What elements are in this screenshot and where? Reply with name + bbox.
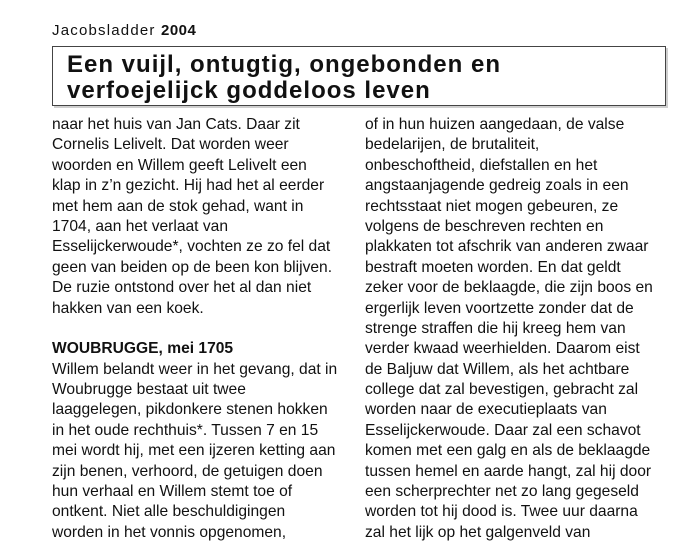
text-line: 1704, aan het verlaat van	[52, 217, 228, 235]
paragraph-1	[52, 115, 352, 319]
text-line: hakken van een koek.	[52, 299, 204, 317]
text-line: hun verhaal en Willem stemt toe of	[52, 483, 293, 501]
text-line: woorden en Willem geeft Lelivelt een	[52, 156, 307, 174]
text-line: bestraft moeten worden. En dat geldt	[365, 258, 621, 276]
text-line: komen met een galg en als de beklaagde	[365, 442, 651, 460]
text-line: klap in z’n gezicht. Hij had het al eerder	[52, 177, 325, 195]
paragraph-2	[52, 360, 352, 543]
text-line: rechtsstaat niet mogen gebeuren, ze	[365, 197, 619, 215]
text-line: worden tot hij dood is. Twee uur daarna	[365, 503, 638, 521]
text-line: onbeschoftheid, diefstallen en het	[365, 156, 598, 174]
text-line: strenge straffen die hij kreeg hem van	[365, 319, 626, 337]
text-line: laaggelegen, pikdonkere stenen hokken	[52, 401, 328, 419]
text-line: volgens de beschreven rechten en	[365, 217, 604, 235]
article-title-box	[52, 46, 666, 106]
paragraph-spacer	[52, 319, 352, 339]
text-line: mei wordt hij, met een ijzeren ketting aan	[52, 442, 336, 460]
text-line: de Baljuw dat Willem, als het achtbare	[365, 360, 630, 378]
text-line: bedelarijen, de brutaliteit,	[365, 136, 540, 154]
text-line: angstaanjagende gedreig zoals in een	[365, 177, 629, 195]
text-line: verder kwaad weerhielden. Daarom eist	[365, 340, 640, 358]
publication-name: Jacobsladder	[52, 22, 156, 39]
text-line: in het oude rechthuis*. Tussen 7 en 15	[52, 421, 319, 439]
text-line: of in hun huizen aangedaan, de valse	[365, 116, 625, 133]
publication-year: 2004	[161, 22, 197, 39]
text-line: Esselijckerwoude*, vochten ze zo fel dat	[52, 238, 331, 256]
section-subheading: WOUBRUGGE, mei 1705	[52, 340, 234, 358]
text-line: college dat zal bevestigen, gebracht zal	[365, 381, 639, 399]
text-line: tussen hemel en aarde hangt, zal hij door	[365, 462, 652, 480]
text-line: plakkaten tot afschrik van anderen zwaar	[365, 238, 649, 256]
left-text-column	[52, 115, 352, 543]
right-text-column	[365, 115, 687, 543]
text-line: Cornelis Lelivelt. Dat worden weer	[52, 136, 289, 154]
text-line: Woubrugge bestaat uit twee	[52, 381, 246, 399]
text-line: zal het lijk op het galgenveld van	[365, 523, 591, 541]
text-line: De ruzie ontstond over het al dan niet	[52, 279, 312, 297]
text-line: zeker voor de beklaagde, die zijn boos en	[365, 279, 653, 297]
text-line: geen van beiden op de been kon blijven.	[52, 258, 333, 276]
text-line: ergerlijk leven voortzette zonder dat de	[365, 299, 634, 317]
article-title-line-2: verfoejelijck goddeloos leven	[67, 77, 431, 104]
article-title-line-1: Een vuijl, ontugtig, ongebonden en	[67, 51, 501, 78]
text-line: Willem belandt weer in het gevang, dat in	[52, 360, 338, 378]
text-line: worden in het vonnis opgenomen,	[52, 523, 287, 541]
running-head	[52, 22, 196, 39]
text-line: naar het huis van Jan Cats. Daar zit	[52, 116, 300, 133]
text-line: ontkent. Niet alle beschuldigingen	[52, 503, 286, 521]
text-line: met hem aan de stok gehad, want in	[52, 197, 304, 215]
text-line: Esselijckerwoude. Daar zal een schavot	[365, 421, 641, 439]
text-line: zijn benen, verhoord, de getuigen doen	[52, 462, 323, 480]
text-line: een scherprechter net zo lang gegeseld	[365, 483, 639, 501]
text-line: worden naar de executieplaats van	[365, 401, 607, 419]
